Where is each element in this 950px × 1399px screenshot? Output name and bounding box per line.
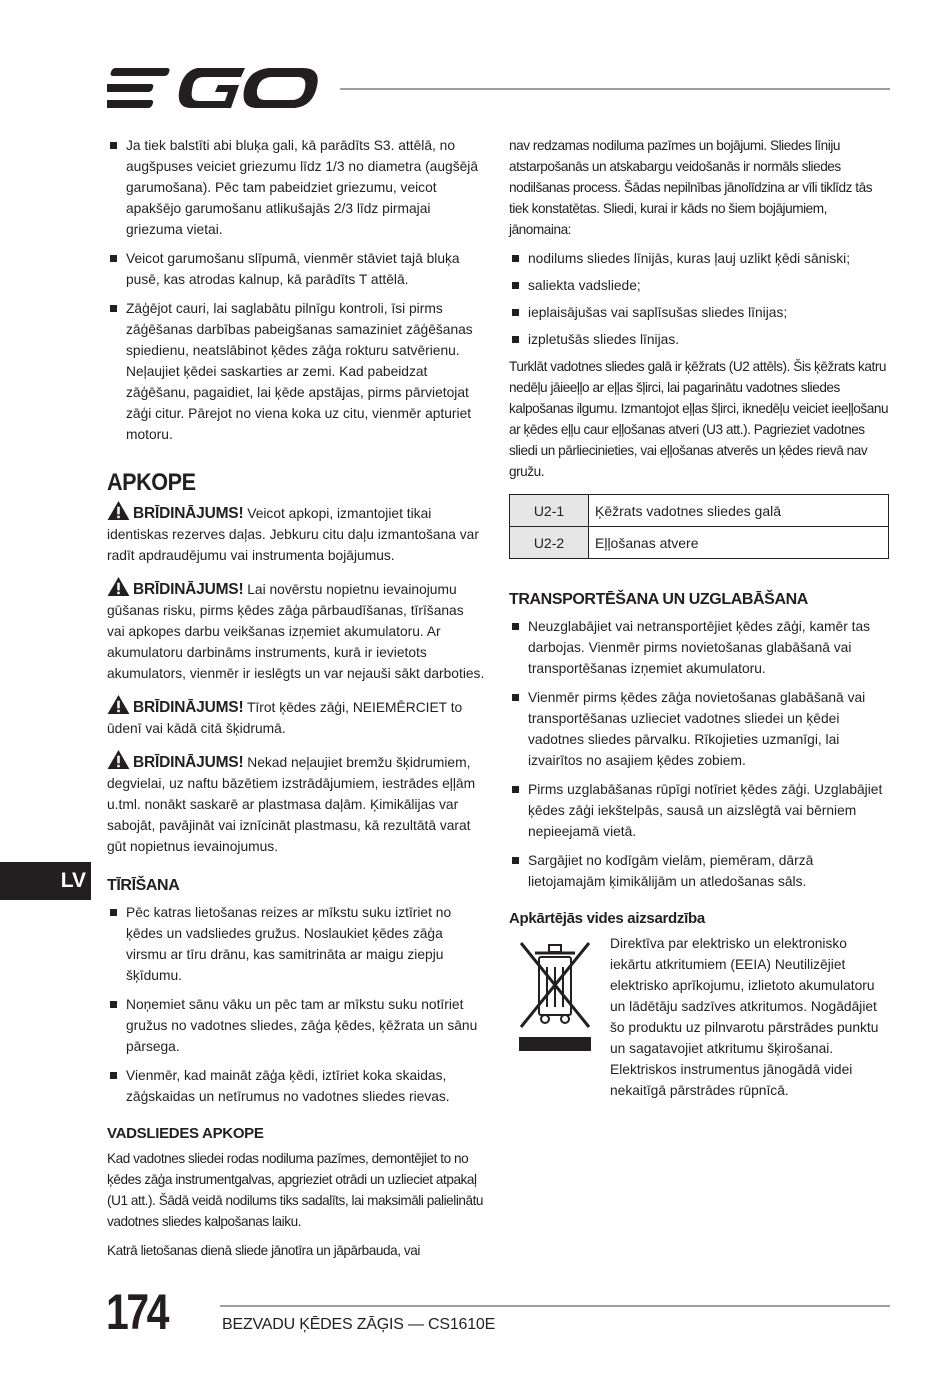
transport-heading: TRANSPORTĒŠANA UN UZGLABĀŠANA [509, 591, 808, 608]
list-item: saliekta vadsliede; [509, 275, 889, 296]
damage-bullets [509, 248, 889, 350]
warning-icon [107, 577, 130, 596]
footer-rule [220, 1305, 890, 1307]
warning-label: BRĪDINĀJUMS! [133, 699, 244, 716]
warning-block [107, 577, 485, 684]
table-row [510, 495, 889, 527]
list-item: izpletušās sliedes līnijas. [509, 329, 889, 350]
right-column [509, 135, 889, 1118]
warning-text: Veicot apkopi, izmantojiet tikai identiskas rezerves daļas. Jebkuru citu daļu izmantošana var radīt apdraudējumu vai instrumenta bojājumus. [107, 506, 479, 563]
warning-label: BRĪDINĀJUMS! [133, 505, 244, 522]
guide-bar-heading: VADSLIEDES APKOPE [107, 1125, 264, 1142]
warning-block [107, 695, 485, 739]
page-number: 174 [106, 1284, 168, 1340]
list-item: Pēc katras lietošanas reizes ar mīkstu suku iztīriet no ķēdes un vadsliedes gružus. Noslaukiet ķēdes zāģa virsmu ar tīru drānu, kas samitrināta ar maigu ziepju šķīdumu. [107, 902, 485, 986]
header-rule [340, 88, 890, 90]
warning-block [107, 750, 485, 857]
table-cell-desc: Ķēžrats vadotnes sliedes galā [589, 495, 889, 527]
reference-table [509, 494, 889, 559]
warning-text: Tīrot ķēdes zāģi, NEIEMĒRCIET to ūdenī vai kādā citā šķidrumā. [107, 700, 463, 736]
ego-logo [107, 66, 319, 112]
table-cell-desc: Eļļošanas atvere [589, 527, 889, 559]
warning-icon [107, 695, 130, 714]
list-item: Vienmēr, kad maināt zāģa ķēdi, iztīriet koka skaidas, zāģskaidas un netīrumus no vadotnes sliedes rievas. [107, 1065, 485, 1107]
warning-label: BRĪDINĀJUMS! [133, 581, 244, 598]
warning-icon [107, 750, 130, 769]
cleaning-bullets [107, 902, 485, 1107]
table-row [510, 527, 889, 559]
list-item: Zāģējot cauri, lai saglabātu pilnīgu kontroli, īsi pirms zāģēšanas darbības pabeigšanas samaziniet zāģēšanas spiedienu, neatslābinot ķēdes zāģa rokturu satvērienu. Neļaujiet ķēdei saskarties ar zemi. Kad pabeidzat zāģēšanu, pagaidiet, lai ķēde apstājas, pirms pārvietojat zāģi citur. Pārejot no viena koka uz citu, vienmēr apturiet motoru. [107, 298, 485, 445]
environment-block [509, 933, 889, 1118]
sprocket-paragraph: Turklāt vadotnes sliedes galā ir ķēžrats (U2 attēls). Šis ķēžrats katru nedēļu jāieeļļo ar eļļas šļirci, lai pagarinātu vadotnes sliedes kalpošanas ilgumu. Izmantojot eļļas šļirci, iknedēļu veiciet ieeļļošanu ar ķēdes eļļu caur eļļošanas atveri (U3 att.). Pagrieziet vadotnes sliedi un pārliecinieties, vai eļļošanas atverēs un ķēdes rievā nav gružu. [509, 359, 889, 479]
warning-block [107, 501, 485, 566]
transport-bullets [509, 616, 889, 892]
language-tab: LV [0, 862, 91, 900]
intro-paragraph: nav redzamas nodiluma pazīmes un bojājumi. Sliedes līniju atstarpošanās un atskabargu veidošanās ir normāls sliedes nodilšanas process. Šādas nepilnības jānolīdzina ar vīli tiklīdz tās tiek konstatētas. Sliedi, kurai ir kāds no šiem bojājumiem, jānomaina: [509, 138, 873, 237]
list-item: Sargājiet no kodīgām vielām, piemēram, dārzā lietojamajām ķimikālijām un atledošanas sāls. [509, 850, 889, 892]
crossed-bin-icon [515, 939, 595, 1053]
warning-label: BRĪDINĀJUMS! [133, 754, 244, 771]
left-column [107, 135, 485, 1269]
footer-title: BEZVADU ĶĒDES ZĀĢIS — CS1610E [222, 1316, 496, 1333]
table-cell-code: U2-2 [510, 527, 589, 559]
cleaning-heading: TĪRĪŠANA [107, 877, 180, 894]
warning-icon [107, 501, 130, 520]
list-item: Veicot garumošanu slīpumā, vienmēr stāviet tajā bluķa pusē, kas atrodas kalnup, kā parādīts T attēlā. [107, 248, 485, 290]
environment-text: Direktīva par elektrisko un elektronisko iekārtu atkritumiem (EEIA) Neutilizējiet elektrisko aprīkojumu, izlietoto akumulatoru un lādētāju sadzīves atkritumos. Nogādājiet šo produktu uz pilnvarotu pārstrādes punktu un sagatavojiet atkritumu šķirošanai. Elektriskos instrumentus jānogādā videi nekaitīgā pārstrādes rūpnīcā. [610, 936, 879, 1098]
table-cell-code: U2-1 [510, 495, 589, 527]
warning-text: Nekad neļaujiet bremžu šķidrumiem, degvielai, uz naftu bāzētiem izstrādājumiem, iestrādes eļļām u.tml. nonākt saskarē ar plastmasa daļām. Ķimikālijas var sabojāt, pavājināt vai iznīcināt plastmasu, kā rezultātā varat gūt nopietnus ievainojumus. [107, 755, 476, 854]
list-item: Noņemiet sānu vāku un pēc tam ar mīkstu suku notīriet gružus no vadotnes sliedes, zāģa ķēdes, ķēžrata un sānu pārsega. [107, 994, 485, 1057]
maintenance-heading: APKOPE [107, 469, 196, 496]
environment-heading: Apkārtējās vides aizsardzība [509, 910, 705, 927]
warning-text: Lai novērstu nopietnu ievainojumu gūšanas risku, pirms ķēdes zāģa pārbaudīšanas, tīrīšanas vai apkopes darbu veikšanas izņemiet akumulatoru. Ar akumulatoru darbināms instruments, kurā ir ievietots akumulators, vienmēr ir ieslēgts un var nejauši sākt darboties. [107, 582, 485, 681]
list-item: Ja tiek balstīti abi bluķa gali, kā parādīts S3. attēlā, no augšpuses veiciet griezumu līdz 1/3 no diametra (augšējā garumošana). Pēc tam pabeidziet griezumu, veicot apakšējo garumošanu atlikušajās 2/3 līdz pirmajai griezuma vietai. [107, 135, 485, 240]
list-item: Pirms uzglabāšanas rūpīgi notīriet ķēdes zāģi. Uzglabājiet ķēdes zāģi iekštelpās, sausā un aizslēgtā vai bērniem nepieejamā vietā. [509, 779, 889, 842]
list-item: Vienmēr pirms ķēdes zāģa novietošanas glabāšanā vai transportēšanas uzlieciet vadotnes sliedei un ķēdei vadotnes sliedes pārvalku. Rīkojieties uzmanīgi, lai izvairītos no asajiem ķēdes zobiem. [509, 687, 889, 771]
cutting-bullets [107, 135, 485, 445]
list-item: Neuzglabājiet vai netransportējiet ķēdes zāģi, kamēr tas darbojas. Vienmēr pirms novietošanas glabāšanā vai transportēšanas izņemiet akumulatoru. [509, 616, 889, 679]
guide-paragraph: Katrā lietošanas dienā sliede jānotīra un jāpārbauda, vai [107, 1243, 420, 1258]
list-item: ieplaisājušas vai saplīsušas sliedes līnijas; [509, 302, 889, 323]
guide-paragraph: Kad vadotnes sliedei rodas nodiluma pazīmes, demontējiet to no ķēdes zāģa instrumentgalvas, apgrieziet otrādi un uzlieciet atpakaļ (U1 att.). Šādā veidā nodilums tiks sadalīts, lai maksimāli palielinātu vadotnes sliedes kalpošanas laiku. [107, 1151, 484, 1229]
list-item: nodilums sliedes līnijās, kuras ļauj uzlikt ķēdi sāniski; [509, 248, 889, 269]
